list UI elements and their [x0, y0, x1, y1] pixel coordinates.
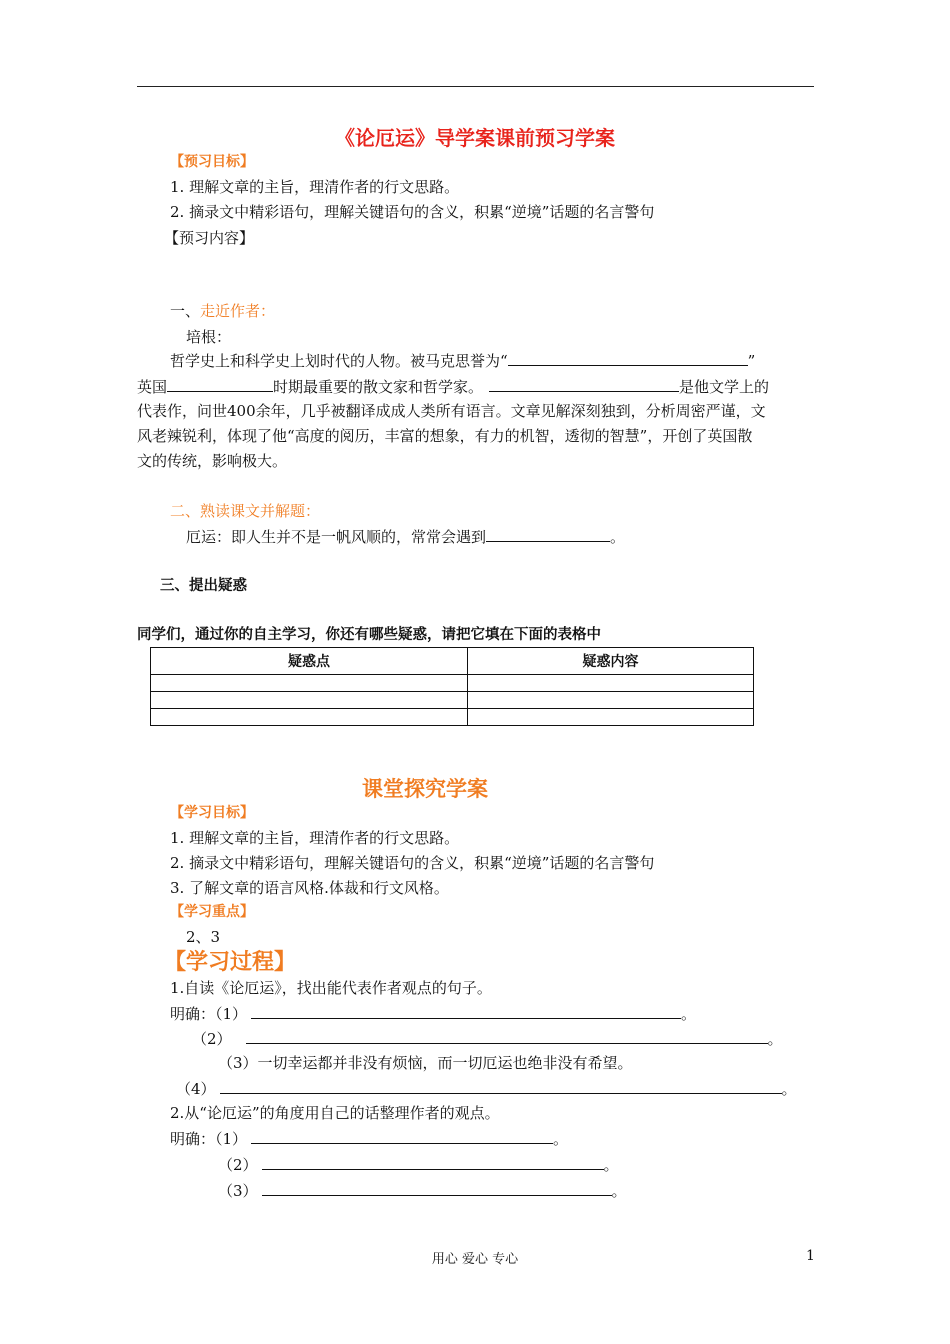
author-line-5: 文的传统，影响极大。	[137, 452, 288, 470]
q1-answer-4-label: （4）	[176, 1080, 216, 1098]
author-line-1-text: 哲学史上和科学史上划时代的人物。被马克思誉为“	[170, 352, 508, 370]
process-heading: 【学习过程】	[164, 950, 297, 975]
author-line-2	[137, 376, 769, 397]
q2-answer-3	[218, 1180, 627, 1201]
preview-goal-2: 2. 摘录文中精彩语句，理解关键语句的含义，积累“逆境”话题的名言警句	[170, 203, 655, 221]
table-cell[interactable]	[468, 692, 754, 709]
section2-end: 。	[610, 528, 626, 546]
table-header-row	[151, 648, 754, 675]
author-name: 培根：	[186, 328, 232, 346]
q1-answer-4-end: 。	[781, 1080, 797, 1098]
question-2: 2.从“论厄运”的角度用自己的话整理作者的观点。	[170, 1104, 500, 1122]
blank-masterpiece[interactable]	[489, 376, 679, 392]
q1-answer-4	[176, 1078, 797, 1099]
class-goal-1: 1. 理解文章的主旨，理清作者的行文思路。	[170, 829, 460, 847]
blank-marx-praise[interactable]	[508, 350, 748, 366]
q1-answer-1	[170, 1003, 696, 1024]
section3-heading: 三、提出疑惑	[160, 578, 247, 594]
class-focus-heading: 【学习重点】	[170, 904, 254, 920]
preview-goal-heading: 【预习目标】	[170, 154, 254, 170]
q2-answer-3-label: （3）	[218, 1182, 258, 1200]
table-cell[interactable]	[151, 709, 468, 726]
table-cell[interactable]	[151, 675, 468, 692]
blank-q1-4[interactable]	[220, 1078, 782, 1094]
section2-line	[186, 526, 625, 547]
table-header-content: 疑惑内容	[468, 648, 754, 675]
page-number: 1	[806, 1248, 815, 1264]
q1-answer-1-end: 。	[681, 1005, 697, 1023]
table-cell[interactable]	[468, 709, 754, 726]
table-row	[151, 709, 754, 726]
section2-text: 厄运：即人生并不是一帆风顺的，常常会遇到	[186, 528, 487, 546]
q2-answer-2-end: 。	[603, 1156, 619, 1174]
blank-q2-2[interactable]	[262, 1154, 604, 1170]
table-row	[151, 675, 754, 692]
header-rule	[137, 86, 814, 87]
q1-answer-2-label: （2）	[192, 1030, 232, 1048]
q2-answer-2-label: （2）	[218, 1156, 258, 1174]
q2-answer-1	[170, 1128, 568, 1149]
preview-goal-1: 1. 理解文章的主旨，理清作者的行文思路。	[170, 178, 460, 196]
preview-content-heading: 【预习内容】	[164, 229, 255, 247]
section1-heading-prefix: 一、	[170, 302, 201, 320]
author-line-3: 代表作，问世400余年，几乎被翻译成成人类所有语言。文章见解深刻独到，分析周密严谨，文	[137, 402, 766, 420]
q1-answer-2	[192, 1028, 783, 1049]
section1-heading-text: 走近作者：	[200, 302, 276, 320]
section3-prompt: 同学们，通过你的自主学习，你还有哪些疑惑，请把它填在下面的表格中	[137, 627, 601, 643]
blank-adversity[interactable]	[486, 526, 610, 542]
question-1: 1.自读《论厄运》，找出能代表作者观点的句子。	[170, 979, 492, 997]
q2-answer-1-end: 。	[553, 1130, 569, 1148]
class-goal-2: 2. 摘录文中精彩语句，理解关键语句的含义，积累“逆境”话题的名言警句	[170, 854, 655, 872]
author-line-1	[170, 350, 755, 371]
author-line-4: 风老辣锐利，体现了他“高度的阅历，丰富的想象，有力的机智，透彻的智慧”，开创了英国散	[137, 427, 753, 445]
author-line-2-c: 是他文学上的	[679, 378, 770, 396]
table-cell[interactable]	[468, 675, 754, 692]
table-row	[151, 692, 754, 709]
footer-motto: 用心 爱心 专心	[431, 1252, 519, 1267]
table-cell[interactable]	[151, 692, 468, 709]
doubts-table	[150, 647, 754, 726]
table-header-point: 疑惑点	[151, 648, 468, 675]
section2-heading: 二、熟读课文并解题：	[170, 502, 321, 520]
q2-answer-2	[218, 1154, 619, 1175]
blank-era[interactable]	[167, 376, 273, 392]
blank-q2-1[interactable]	[251, 1128, 553, 1144]
class-title: 课堂探究学案	[362, 777, 488, 801]
q1-answer-2-end: 。	[767, 1030, 783, 1048]
blank-q1-1[interactable]	[251, 1003, 681, 1019]
section1-heading	[170, 301, 275, 321]
q1-answer-1-label: 明确：（1）	[170, 1005, 248, 1023]
author-line-1-close: ”	[747, 352, 756, 370]
class-goal-3: 3. 了解文章的语言风格.体裁和行文风格。	[170, 879, 449, 897]
q1-answer-3: （3）一切幸运都并非没有烦恼，而一切厄运也绝非没有希望。	[218, 1054, 633, 1072]
q2-answer-1-label: 明确：（1）	[170, 1130, 248, 1148]
class-goal-heading: 【学习目标】	[170, 805, 254, 821]
class-focus: 2、3	[186, 928, 221, 946]
blank-q1-2[interactable]	[246, 1028, 768, 1044]
q2-answer-3-end: 。	[611, 1182, 627, 1200]
author-line-2-b: 时期最重要的散文家和哲学家。	[273, 378, 484, 396]
blank-q2-3[interactable]	[262, 1180, 612, 1196]
author-line-2-a: 英国	[137, 378, 168, 396]
document-title: 《论厄运》导学案课前预习学案	[335, 126, 615, 150]
